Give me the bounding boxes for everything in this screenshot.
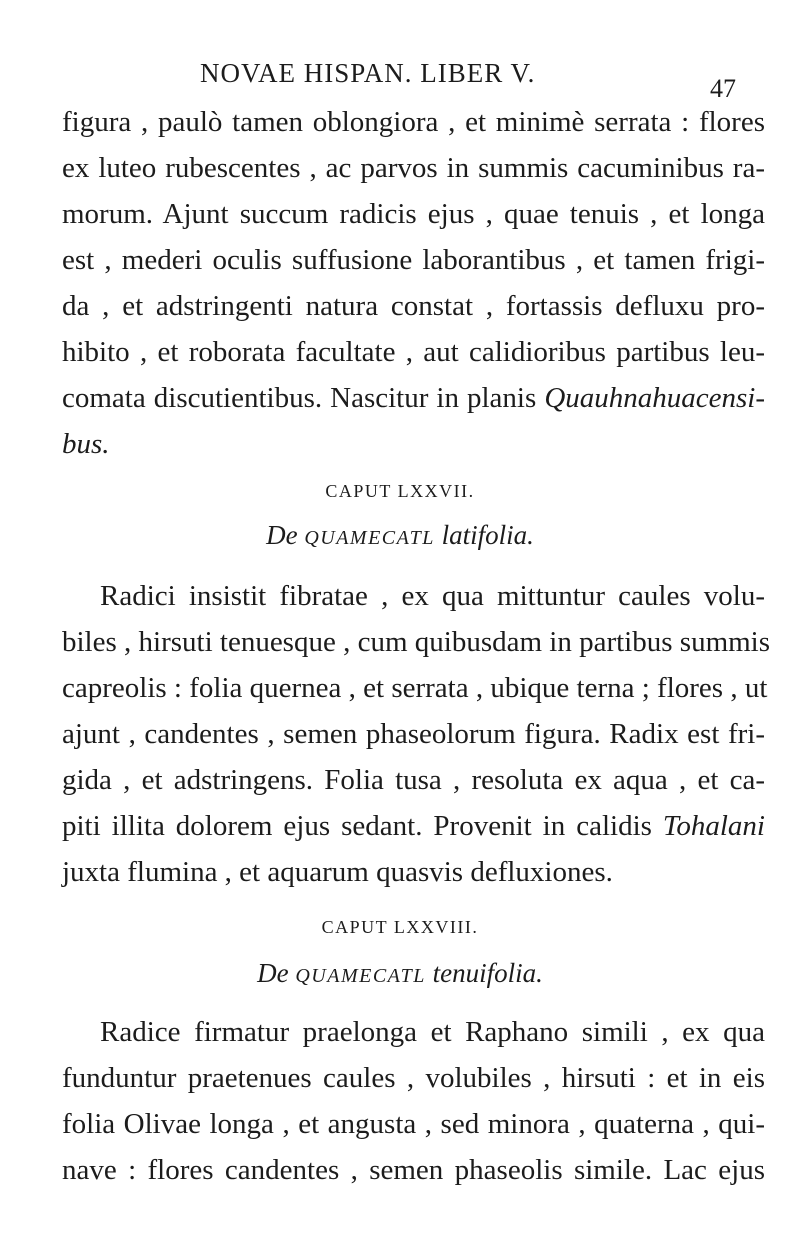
text-line: biles , hirsuti tenuesque , cum quibusdam in partibus summis	[62, 626, 771, 658]
text-line: da , et adstringenti natura constat , fortassis defluxu pro-	[62, 290, 765, 322]
title-suffix: latifolia.	[441, 520, 534, 550]
running-head: NOVAE HISPAN. LIBER V.	[200, 58, 536, 88]
place-name: Quauhnahuacensi-	[544, 382, 765, 414]
title-suffix: tenuifolia.	[432, 958, 543, 988]
text-line: Radice firmatur praelonga et Raphano simili , ex qua	[100, 1016, 765, 1048]
page-number: 47	[710, 74, 736, 103]
title-prefix: De	[257, 958, 289, 988]
chapter-heading: CAPUT LXXVII.	[325, 481, 475, 501]
text-line: funduntur praetenues caules , volubiles , hirsuti : et in eis	[62, 1062, 765, 1094]
text-line: morum. Ajunt succum radicis ejus , quae tenuis , et longa	[62, 198, 765, 230]
text-line: folia Olivae longa , et angusta , sed minora , quaterna , qui-	[62, 1108, 765, 1140]
chapter-heading: CAPUT LXXVIII.	[321, 917, 479, 937]
text-line: est , mederi oculis suffusione laborantibus , et tamen frigi-	[62, 244, 765, 276]
text-line: ex luteo rubescentes , ac parvos in summis cacuminibus ra-	[62, 152, 765, 184]
text-line: juxta flumina , et aquarum quasvis defluxiones.	[62, 856, 613, 888]
text-line: gida , et adstringens. Folia tusa , resoluta ex aqua , et ca-	[62, 764, 765, 796]
place-name: Tohalani	[662, 810, 765, 842]
text-line: ajunt , candentes , semen phaseolorum figura. Radix est fri-	[62, 718, 765, 750]
text-line: Radici insistit fibratae , ex qua mittuntur caules volu-	[100, 580, 765, 612]
chapter-title	[0, 958, 800, 989]
text-line: figura , paulò tamen oblongiora , et minimè serrata : flores	[62, 106, 765, 138]
title-prefix: De	[266, 520, 298, 550]
text-line: nave : flores candentes , semen phaseolis simile. Lac ejus	[62, 1154, 765, 1186]
chapter-title	[0, 520, 800, 551]
plant-name: QUAMECATL	[304, 527, 435, 549]
text-line	[62, 428, 765, 461]
place-name: bus.	[62, 428, 110, 460]
text-line	[62, 810, 765, 843]
text-line: capreolis : folia quernea , et serrata , ubique terna ; flores , ut	[62, 672, 768, 704]
text-segment: comata discutientibus. Nascitur in planis	[62, 382, 537, 414]
plant-name: QUAMECATL	[295, 965, 426, 987]
text-line	[62, 382, 765, 415]
text-segment: piti illita dolorem ejus sedant. Provenit in calidis	[62, 810, 652, 842]
text-line: hibito , et roborata facultate , aut calidioribus partibus leu-	[62, 336, 765, 368]
